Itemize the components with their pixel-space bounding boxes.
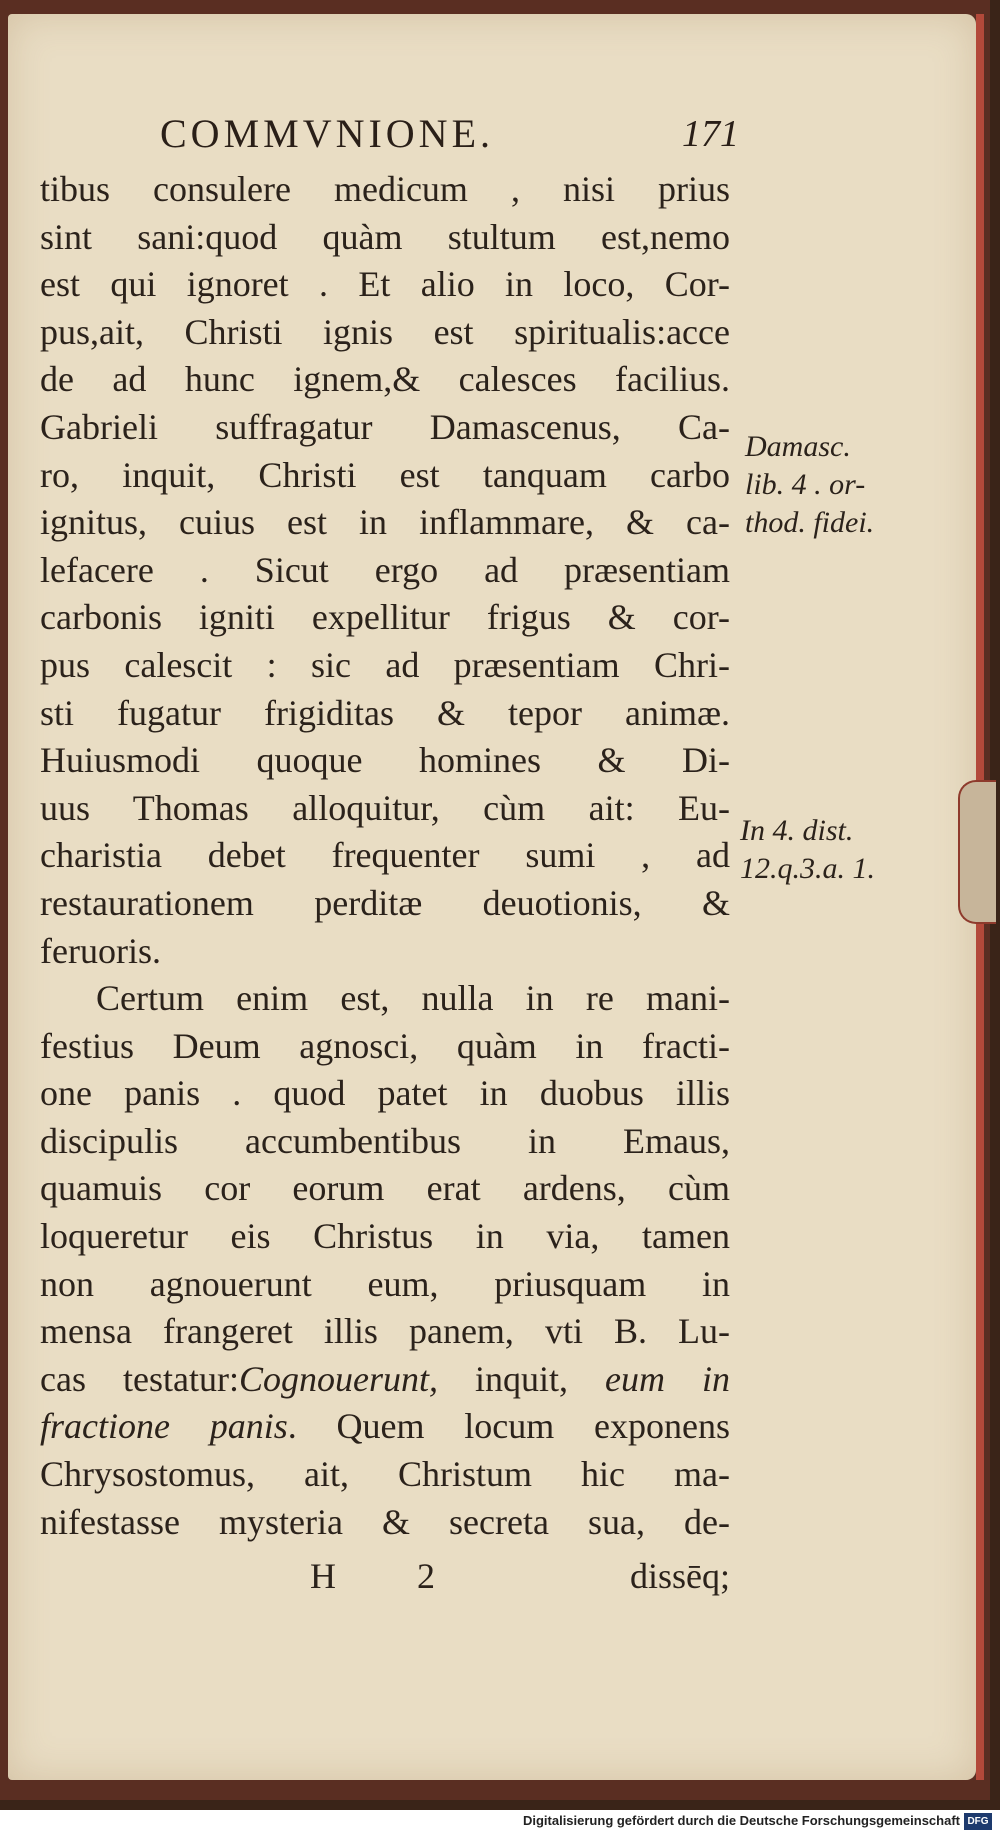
- text-line: Huiusmodi quoque homines & Di-: [40, 740, 730, 781]
- signature-mark: H 2: [310, 1556, 471, 1596]
- text-segment: . Quem locum exponens: [287, 1406, 731, 1447]
- page-number: 171: [682, 113, 739, 155]
- margin-note-line: In 4. dist.: [740, 814, 854, 847]
- running-head: COMMVNIONE.: [160, 111, 494, 156]
- text-line: Certum enim est, nulla in re mani-: [96, 978, 730, 1019]
- margin-note-line: 12.q.3.a. 1.: [740, 852, 875, 885]
- text-line: mensa frangeret illis panem, vti B. Lu-: [40, 1311, 730, 1352]
- text-line: ignitus, cuius est in inflammare, & ca-: [40, 502, 730, 543]
- text-line: nifestasse mysteria & secreta sua, de-: [40, 1501, 730, 1542]
- text-line: non agnouerunt eum, priusquam in: [40, 1263, 730, 1304]
- text-line: one panis . quod patet in duobus illis: [40, 1073, 730, 1114]
- quote-segment: eum in: [605, 1358, 730, 1399]
- text-line: restaurationem perditæ deuotionis, &: [40, 882, 730, 923]
- thumb-tab: [958, 780, 996, 924]
- text-line-with-quote: [40, 1403, 730, 1451]
- text-line: loqueretur eis Christus in via, tamen: [40, 1216, 730, 1257]
- text-line: charistia debet frequenter sumi , ad: [40, 835, 730, 876]
- text-line: est qui ignoret . Et alio in loco, Cor-: [40, 264, 730, 305]
- text-line: uus Thomas alloquitur, cùm ait: Eu-: [40, 787, 730, 828]
- text-line: carbonis igniti expellitur frigus & cor-: [40, 597, 730, 638]
- text-line: lefacere . Sicut ergo ad præsentiam: [40, 549, 730, 590]
- margin-note-line: Damasc.: [745, 430, 851, 463]
- text-line: quamuis cor eorum erat ardens, cùm: [40, 1168, 730, 1209]
- text-line: tibus consulere medicum , nisi prius: [40, 169, 730, 209]
- margin-note-line: lib. 4 . or-: [745, 468, 866, 501]
- text-line: pus calescit : sic ad præsentiam Chri-: [40, 644, 730, 685]
- text-line: de ad hunc ignem,& calesces facilius.: [40, 359, 730, 400]
- catchword: dissēq;: [629, 1556, 730, 1596]
- text-line: pus,ait, Christi ignis est spiritualis:acce: [40, 311, 730, 352]
- margin-note-damascenus: [745, 428, 874, 542]
- text-line: Chrysostomus, ait, Christum hic ma-: [40, 1454, 730, 1495]
- quote-segment: Cognouerunt,: [238, 1358, 438, 1399]
- text-segment: inquit,: [437, 1358, 605, 1399]
- text-line: sti fugatur frigiditas & tepor animæ.: [40, 692, 730, 733]
- dfg-logo: DFG: [964, 1813, 992, 1830]
- quote-segment: fractione panis: [40, 1406, 288, 1447]
- signature-line: [40, 1555, 730, 1601]
- text-line: ro, inquit, Christi est tanquam carbo: [40, 454, 730, 495]
- credit-text: Digitalisierung gefördert durch die Deutsche Forschungsgemeinschaft: [522, 1813, 960, 1828]
- text-line: feruoris.: [40, 930, 161, 971]
- margin-note-line: thod. fidei.: [745, 506, 875, 539]
- main-text: [40, 166, 750, 1546]
- margin-note-thomas: [740, 812, 875, 888]
- digitization-credit-bar: [0, 1810, 1000, 1834]
- text-line: sint sani:quod quàm stultum est,nemo: [40, 216, 730, 257]
- text-line-with-quote: [40, 1356, 730, 1404]
- text-line: discipulis accumbentibus in Emaus,: [40, 1120, 730, 1161]
- text-segment: cas testatur:: [40, 1358, 239, 1399]
- text-line: Gabrieli suffragatur Damascenus, Ca-: [40, 406, 730, 447]
- text-line: festius Deum agnosci, quàm in fracti-: [40, 1025, 730, 1066]
